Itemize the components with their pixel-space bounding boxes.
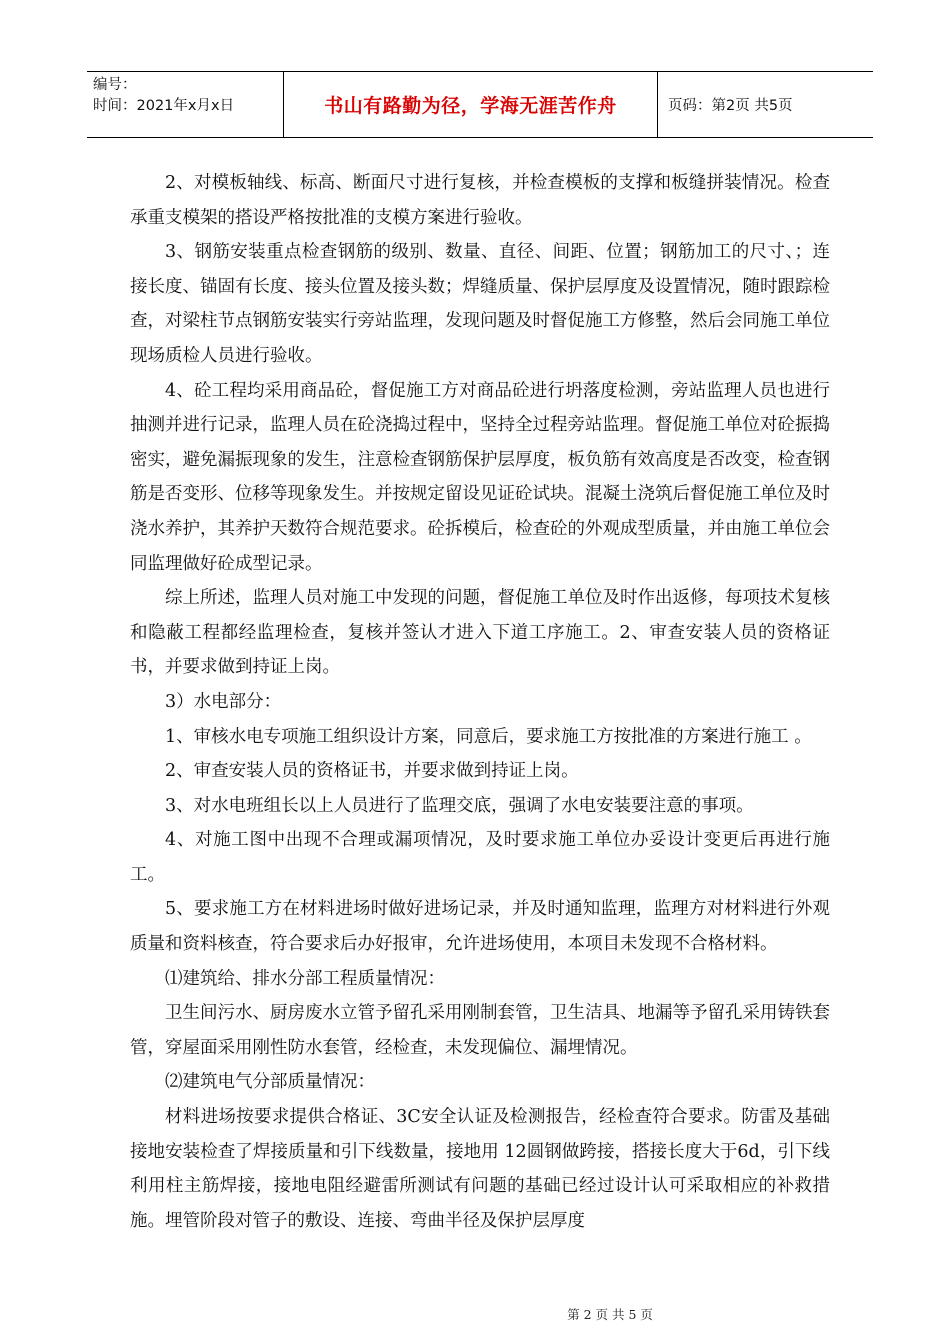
section-heading: 3）水电部分： xyxy=(165,691,282,712)
time-label: 时间：2021年x月x日 xyxy=(93,98,235,114)
paragraph: 3、对水电班组长以上人员进行了监理交底，强调了水电安装要注意的事项。 xyxy=(165,795,754,816)
page-header xyxy=(87,71,873,138)
paragraph: 2、对模板轴线、标高、断面尺寸进行复核，并检查模板的支撑和板缝拼装情况。检查承重支模架的搭设严格按批准的支模方案进行验收。 xyxy=(130,173,830,228)
header-motto: 书山有路勤为径，学海无涯苦作舟 xyxy=(284,72,658,137)
paragraph: 4、对施工图中出现不合理或漏项情况，及时要求施工单位办妥设计变更后再进行施工。 xyxy=(130,830,830,885)
paragraph: 4、砼工程均采用商品砼，督促施工方对商品砼进行坍落度检测，旁站监理人员也进行抽测并进行记录，监理人员在砼浇捣过程中，坚持全过程旁站监理。督促施工单位对砼振捣密实，避免漏振现象的发生，注意检查钢筋保护层厚度，板负筋有效高度是否改变，检查钢筋是否变形、位移等现象发生。并按规定留设见证砼试块。混凝土浇筑后督促施工单位及时浇水养护，其养护天数符合规范要求。砼拆模后，检查砼的外观成型质量，并由施工单位会同监理做好砼成型记录。 xyxy=(130,380,830,574)
paragraph: 综上所述，监理人员对施工中发现的问题，督促施工单位及时作出返修，每项技术复核和隐蔽工程都经监理检查，复核并签认才进入下道工序施工。2、审查安装人员的资格证书，并要求做到持证上岗。 xyxy=(130,588,830,678)
paragraph: 材料进场按要求提供合格证、3C安全认证及检测报告，经检查符合要求。防雷及基础接地安装检查了焊接质量和引下线数量，接地用 12圆钢做跨接，搭接长度大于6d，引下线利用柱主筋焊接，接地电阻经避雷所测试有问题的基础已经过设计认可采取相应的补救措施。埋管阶段对管子的敷设、连接、弯曲半径及保护层厚度 xyxy=(130,1107,830,1231)
paragraph: 3、钢筋安装重点检查钢筋的级别、数量、直径、间距、位置；钢筋加工的尺寸、；连接长度、锚固有长度、接头位置及接头数；焊缝质量、保护层厚度及设置情况，随时跟踪检查，对梁柱节点钢筋安装实行旁站监理，发现问题及时督促施工方修整，然后会同施工单位现场质检人员进行验收。 xyxy=(130,242,830,366)
subsection-heading: ⑴建筑给、排水分部工程质量情况： xyxy=(165,968,445,989)
header-meta xyxy=(87,72,284,137)
header-page-label: 页码：第2页 共5页 xyxy=(668,98,793,114)
paragraph: 卫生间污水、厨房废水立管予留孔采用刚制套管，卫生洁具、地漏等予留孔采用铸铁套管，穿屋面采用刚性防水套管，经检查，未发现偏位、漏埋情况。 xyxy=(130,1003,830,1058)
paragraph: 1、审核水电专项施工组织设计方案，同意后，要求施工方按批准的方案进行施工 。 xyxy=(165,726,812,747)
number-label: 编号： xyxy=(93,77,137,93)
paragraph: 2、审查安装人员的资格证书，并要求做到持证上岗。 xyxy=(165,761,579,782)
page-footer: 第 2 页 共 5 页 xyxy=(567,1307,653,1322)
subsection-heading: ⑵建筑电气分部质量情况： xyxy=(165,1072,375,1093)
paragraph: 5、要求施工方在材料进场时做好进场记录，并及时通知监理，监理方对材料进行外观质量和资料核查，符合要求后办好报审，允许进场使用，本项目未发现不合格材料。 xyxy=(130,899,830,955)
document-body xyxy=(130,166,830,1238)
